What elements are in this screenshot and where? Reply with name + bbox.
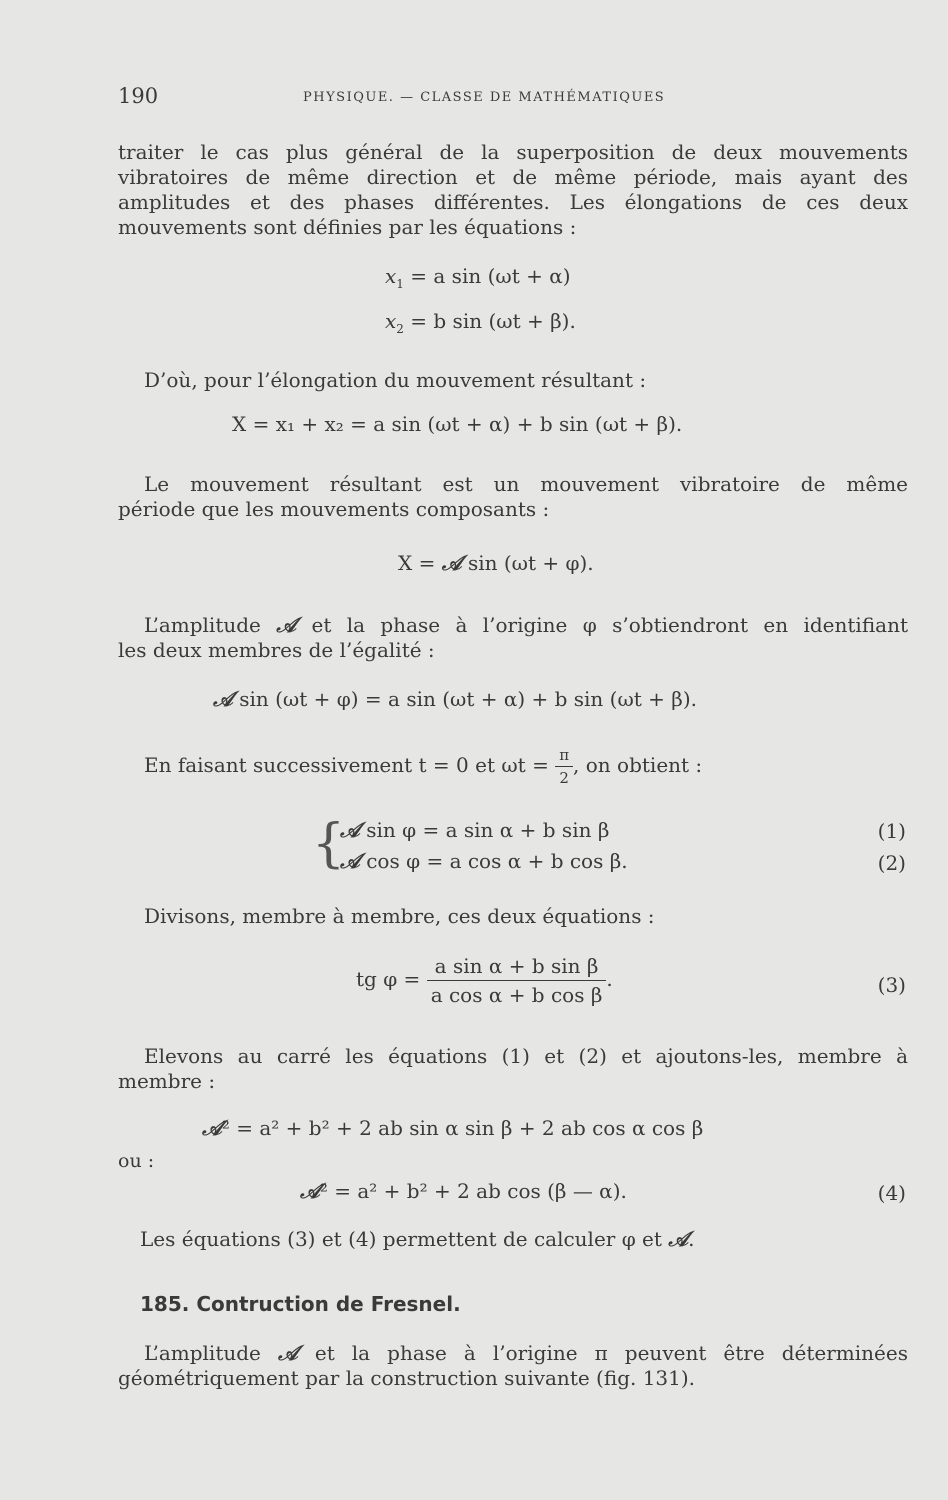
section-title: Contruction de Fresnel. — [196, 1292, 461, 1316]
eq-part: ² = a² + b² + 2 ab cos (β — α). — [319, 1179, 627, 1203]
equation-x2 — [385, 309, 576, 336]
section-number: 185. — [140, 1292, 190, 1316]
paragraph-intro — [118, 140, 908, 240]
amplitude-symbol: 𝒜 — [300, 1178, 320, 1203]
text-line: membre : — [118, 1069, 216, 1093]
equation-number-1: (1) — [877, 819, 906, 843]
text-line: amplitudes et des phases différentes. Les élongations de ces deux — [118, 190, 908, 214]
equation-square-1 — [202, 1115, 703, 1141]
text-line — [118, 612, 908, 638]
eq-part: ² = a² + b² + 2 ab sin α sin β + 2 ab cos α cos β — [221, 1116, 704, 1140]
fraction-numerator: π — [555, 746, 573, 767]
fraction-pi-over-2 — [555, 746, 573, 787]
equation-number-4: (4) — [877, 1181, 906, 1205]
equation-number-2: (2) — [877, 851, 906, 875]
amplitude-symbol: 𝒜 — [668, 1226, 689, 1251]
system-brace: { — [312, 814, 346, 874]
equation-2 — [340, 848, 628, 874]
equation-square-2 — [300, 1178, 627, 1204]
paragraph-fresnel — [118, 1340, 908, 1391]
eq-part: . — [606, 967, 613, 991]
fraction-denominator: 2 — [559, 769, 569, 787]
eq-lhs: x — [385, 264, 397, 288]
amplitude-symbol: 𝒜 — [202, 1115, 222, 1140]
text-line: les deux membres de l’égalité : — [118, 638, 435, 662]
fraction-tangent — [427, 954, 607, 1007]
amplitude-symbol: 𝒜 — [276, 612, 297, 637]
equation-number-3: (3) — [877, 973, 906, 997]
paragraph-same-period — [118, 472, 908, 522]
eq-rhs: = b sin (ωt + β). — [410, 309, 576, 333]
text-part: L’amplitude — [144, 1341, 278, 1365]
eq-lhs: x — [385, 309, 397, 333]
paragraph-resultant: D’où, pour l’élongation du mouvement résultant : — [144, 368, 647, 392]
running-title: PHYSIQUE. — CLASSE DE MATHÉMATIQUES — [303, 90, 666, 105]
paragraph-compute — [140, 1226, 695, 1252]
text-line: période que les mouvements composants : — [118, 497, 550, 521]
text-line — [118, 1340, 908, 1366]
text-line: vibratoires de même direction et de même période, mais ayant des — [118, 165, 908, 189]
equation-identity — [213, 686, 697, 712]
paragraph-successive — [144, 746, 702, 787]
amplitude-symbol: 𝒜 — [441, 550, 462, 575]
text-line: Le mouvement résultant est un mouvement vibratoire de même — [144, 472, 908, 496]
equation-X-sum: X = x₁ + x₂ = a sin (ωt + α) + b sin (ωt + β). — [232, 412, 683, 436]
eq-part: sin (ωt + φ). — [461, 551, 594, 575]
equation-x1 — [385, 264, 571, 291]
fraction-numerator: a sin α + b sin β — [427, 954, 607, 981]
equation-X-amplitude — [398, 550, 594, 576]
amplitude-symbol: 𝒜 — [340, 848, 360, 873]
amplitude-symbol: 𝒜 — [213, 686, 233, 711]
text-part: et la phase à l’origine φ s’obtiendront en identifiant — [296, 613, 908, 637]
eq-part: sin (ωt + φ) = a sin (ωt + α) + b sin (ωt + β). — [232, 687, 698, 711]
text-line: géométriquement par la construction suivante (fig. 131). — [118, 1366, 696, 1390]
text-part: En faisant successivement t = 0 et ωt = — [144, 753, 556, 777]
section-heading — [140, 1292, 461, 1316]
eq-subscript: 1 — [396, 277, 404, 291]
text-part: L’amplitude — [144, 613, 277, 637]
paragraph-divide: Divisons, membre à membre, ces deux équations : — [144, 904, 655, 928]
amplitude-symbol: 𝒜 — [277, 1340, 298, 1365]
text-line: mouvements sont définies par les équations : — [118, 215, 577, 239]
eq-rhs: = a sin (ωt + α) — [410, 264, 571, 288]
text-part: Les équations (3) et (4) permettent de calculer φ et — [140, 1227, 669, 1251]
conjunction-ou: ou : — [118, 1150, 155, 1172]
paragraph-square — [118, 1044, 908, 1094]
text-part: . — [688, 1227, 695, 1251]
equation-1 — [340, 817, 609, 843]
eq-lhs: tg φ = — [356, 967, 427, 991]
eq-part: sin φ = a sin α + b sin β — [359, 818, 610, 842]
page-number: 190 — [118, 84, 159, 108]
eq-part: cos φ = a cos α + b cos β. — [359, 849, 628, 873]
fraction-denominator: a cos α + b cos β — [430, 983, 603, 1007]
paragraph-identify — [118, 612, 908, 663]
equation-tangent — [356, 954, 613, 1007]
text-part: , on obtient : — [573, 753, 703, 777]
text-line: Elevons au carré les équations (1) et (2) et ajoutons-les, membre à — [144, 1044, 908, 1068]
amplitude-symbol: 𝒜 — [340, 817, 360, 842]
text-line: traiter le cas plus général de la superposition de deux mouvements — [118, 140, 908, 164]
eq-part: X = — [398, 551, 442, 575]
eq-subscript: 2 — [396, 322, 404, 336]
text-part: et la phase à l’origine π peuvent être déterminées — [297, 1341, 908, 1365]
